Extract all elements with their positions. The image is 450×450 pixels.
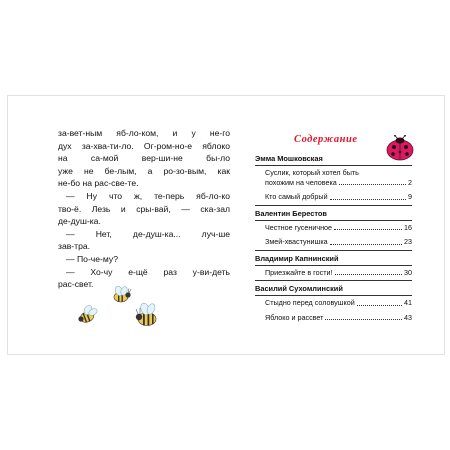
toc-entry[interactable] xyxy=(255,166,412,190)
bee-icon xyxy=(78,304,98,324)
toc-page-number: 23 xyxy=(404,237,412,246)
toc-page-number: 41 xyxy=(404,298,412,307)
text-line: тво-ё. Лезь и сры-вай, — ска-зал xyxy=(58,203,230,214)
toc-title: Содержание xyxy=(294,134,358,145)
story-text xyxy=(58,127,230,291)
leader-dots xyxy=(357,305,402,306)
toc-entry[interactable] xyxy=(255,190,412,205)
toc-entry-title: похожим на человека xyxy=(265,177,337,187)
text-line: уже не бе-лым, а ро-зо-вым, как xyxy=(58,165,230,176)
leader-dots xyxy=(330,244,402,245)
text-line: дух за-хва-ти-ло. Ог-ром-но-е яблоко xyxy=(58,140,230,151)
toc-author: Владимир Капнинский xyxy=(255,250,412,265)
toc-entry-title: Суслик, который хотел быть xyxy=(265,168,359,177)
text-line: рас-свет. xyxy=(58,279,94,290)
bees-illustration xyxy=(75,281,175,339)
text-line: — Хо-чу е-щё раз у-ви-деть xyxy=(66,266,230,277)
toc-entry[interactable] xyxy=(255,266,412,281)
toc-entry-title: Приезжайте в гости! xyxy=(265,267,333,277)
text-line: де-душ-ка. xyxy=(58,216,101,227)
toc-page-number: 43 xyxy=(404,312,412,322)
leader-dots xyxy=(325,319,402,320)
toc-entry[interactable] xyxy=(255,235,412,250)
table-of-contents xyxy=(255,151,412,325)
toc-entry[interactable] xyxy=(255,296,412,311)
text-line: за-вет-ным яб-ло-ком, и у не-го xyxy=(58,128,230,138)
toc-entry-title: Яблоко и рассвет xyxy=(265,312,324,322)
leader-dots xyxy=(330,199,406,200)
toc-entry[interactable] xyxy=(255,221,412,236)
text-line: — По-че-му? xyxy=(66,253,118,264)
leader-dots xyxy=(334,229,402,230)
toc-entry-title: Змей-хвастунишка xyxy=(265,237,328,246)
text-line: — Ну что ж, те-перь яб-ло-ко xyxy=(66,190,230,201)
toc-page-number: 16 xyxy=(404,222,412,232)
toc-entry[interactable] xyxy=(255,311,412,326)
toc-author: Эмма Мошковская xyxy=(255,154,323,163)
toc-entry-title: Стыдно перед соловушкой xyxy=(265,298,355,307)
toc-page-number: 9 xyxy=(408,192,412,201)
leader-dots xyxy=(339,184,406,185)
text-line: на са-мой вер-ши-не бы-ло xyxy=(58,153,230,164)
toc-entry-title: Честное гусеничное xyxy=(265,222,333,232)
text-line: зав-тра. xyxy=(58,241,91,252)
leader-dots xyxy=(335,274,402,275)
toc-entry-title: Кто самый добрый xyxy=(265,192,328,201)
text-line: — Нет, де-душ-ка... луч-ше xyxy=(66,228,230,239)
toc-page-number: 30 xyxy=(404,267,412,277)
bee-icon xyxy=(136,302,157,326)
text-line: не-бо на рас-све-те. xyxy=(58,178,139,189)
bee-icon xyxy=(114,285,131,302)
toc-author: Василий Сухомлинский xyxy=(255,280,412,295)
toc-author: Валентин Берестов xyxy=(255,205,412,220)
toc-page-number: 2 xyxy=(408,177,412,187)
